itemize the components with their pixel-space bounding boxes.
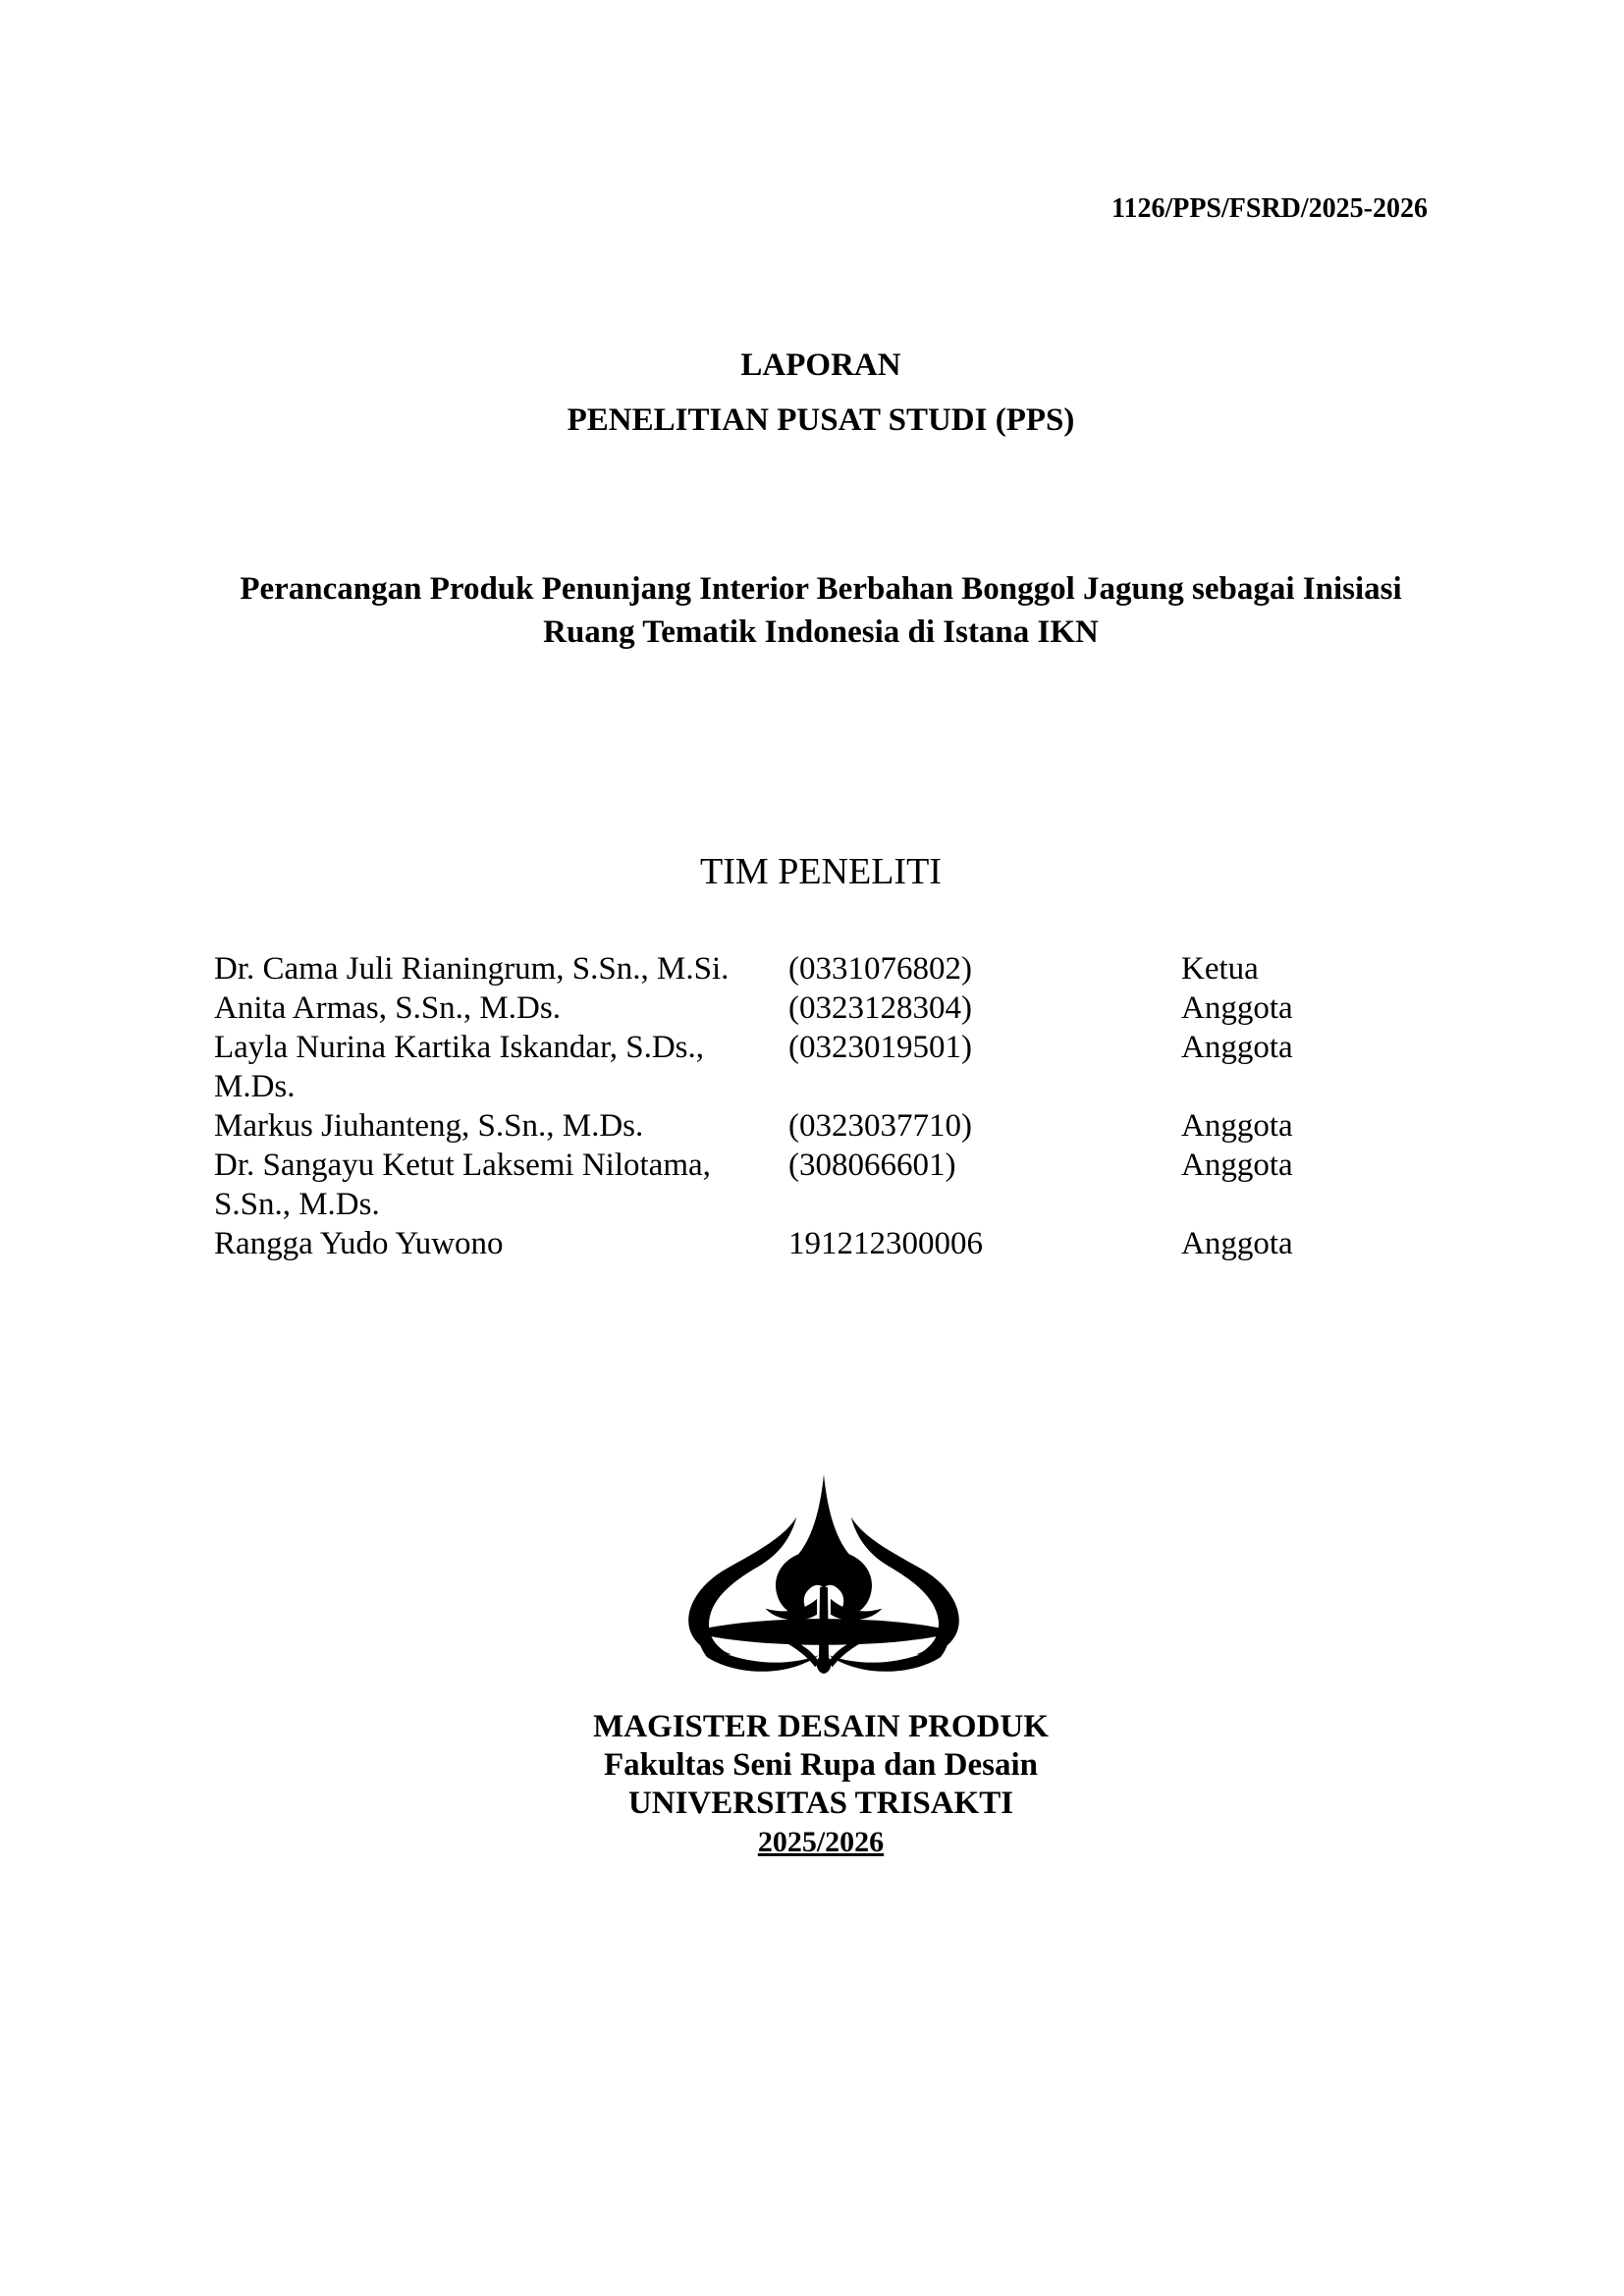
table-row (214, 1224, 1481, 1263)
table-row (214, 1028, 1481, 1106)
table-row (214, 1146, 1481, 1224)
member-name: Dr. Sangayu Ketut Laksemi Nilotama, S.Sn., M.Ds. (214, 1148, 711, 1222)
report-type-line2: PENELITIAN PUSAT STUDI (PPS) (567, 402, 1075, 438)
report-type-line1: LAPORAN (740, 347, 901, 383)
university-name: UNIVERSITAS TRISAKTI (627, 1786, 1014, 1821)
member-role: Anggota (1181, 1226, 1293, 1261)
faculty-name: Fakultas Seni Rupa dan Desain (604, 1747, 1038, 1783)
member-role: Anggota (1181, 1030, 1293, 1065)
document-number: 1126/PPS/FSRD/2025-2026 (1110, 193, 1428, 224)
academic-year: 2025/2026 (757, 1826, 885, 1858)
program-name: MAGISTER DESAIN PRODUK (593, 1709, 1049, 1744)
research-title (214, 567, 1428, 654)
member-role: Anggota (1181, 1108, 1293, 1144)
table-row (214, 949, 1481, 988)
universitas-trisakti-logo-icon (676, 1472, 972, 1677)
team-table (214, 949, 1481, 1263)
member-name: Rangga Yudo Yuwono (214, 1226, 504, 1261)
member-id: (0323128304) (788, 990, 972, 1026)
research-title-line2: Ruang Tematik Indonesia di Istana IKN (543, 614, 1099, 650)
member-id: (0323019501) (788, 1030, 972, 1065)
member-id: (0331076802) (788, 951, 972, 987)
member-id: 191212300006 (788, 1226, 983, 1261)
member-id: (0323037710) (788, 1108, 972, 1144)
member-name: Markus Jiuhanteng, S.Sn., M.Ds. (214, 1108, 644, 1144)
member-role: Ketua (1181, 951, 1259, 987)
institution-block (214, 1708, 1428, 1861)
university-logo (676, 1472, 972, 1677)
research-title-line1: Perancangan Produk Penunjang Interior Berbahan Bonggol Jagung sebagai Inisiasi (240, 571, 1402, 607)
table-row (214, 988, 1481, 1028)
member-name: Anita Armas, S.Sn., M.Ds. (214, 990, 561, 1026)
team-heading: TIM PENELITI (700, 851, 942, 892)
member-name: Dr. Cama Juli Rianingrum, S.Sn., M.Si. (214, 951, 730, 987)
member-role: Anggota (1181, 1148, 1293, 1183)
member-id: (308066601) (788, 1148, 956, 1183)
member-name: Layla Nurina Kartika Iskandar, S.Ds., M.Ds. (214, 1030, 705, 1104)
member-role: Anggota (1181, 990, 1293, 1026)
table-row (214, 1106, 1481, 1146)
report-type-heading (214, 346, 1428, 440)
